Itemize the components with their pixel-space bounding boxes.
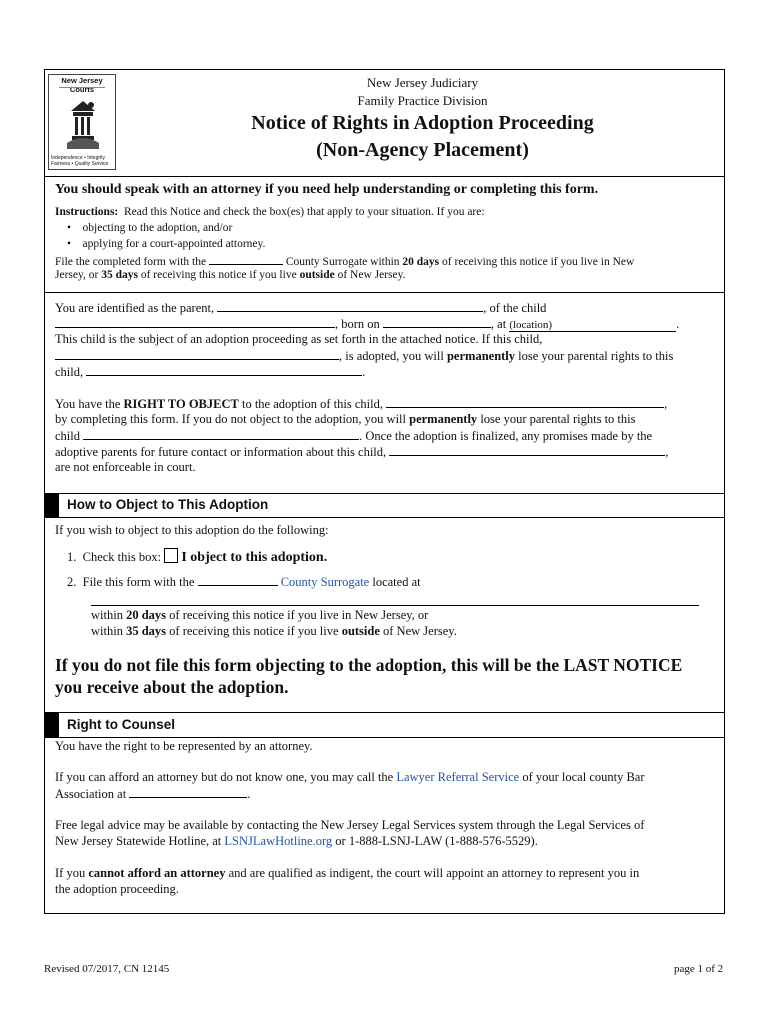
birth-date-field[interactable]: [383, 316, 491, 328]
child-name-field-3[interactable]: [86, 364, 362, 376]
surrogate-address-field[interactable]: [91, 589, 699, 606]
lsnj-hotline-link[interactable]: LSNJLawHotline.org: [224, 834, 333, 848]
object-checkbox[interactable]: [164, 548, 178, 563]
subject-text: This child is the subject of an adoption proceeding as set forth in the attached notice. If this child,: [55, 332, 543, 346]
org-name: New Jersey Judiciary: [366, 75, 479, 90]
county-surrogate-link[interactable]: County Surrogate: [280, 575, 370, 589]
bullet-item: • applying for a court-appointed attorney.: [67, 238, 266, 250]
last-notice-warning: If you do not file this form objecting to the adoption, this will be the LAST NOTICE: [55, 655, 683, 675]
child-name-field[interactable]: [55, 316, 335, 328]
logo-name: New Jersey Courts: [61, 76, 103, 94]
county-field[interactable]: [198, 574, 278, 586]
instructions-section: [45, 176, 724, 293]
step-2: 2. File this form with the County Surrogate located at: [67, 575, 421, 589]
division-name: Family Practice Division: [357, 93, 488, 108]
attorney-warning: You should speak with an attorney if you need help understanding or completing this form.: [55, 182, 599, 197]
lawyer-referral-link[interactable]: Lawyer Referral Service: [396, 770, 520, 784]
bar-association-phone-field[interactable]: [129, 786, 247, 798]
logo-motto: Independence • Integrity Fairness • Quality Service: [51, 155, 109, 167]
right-to-counsel-heading-bar: [45, 712, 724, 738]
county-blank[interactable]: [209, 253, 283, 265]
form-header: [45, 70, 724, 177]
counsel-p3: Free legal advice may be available by contacting the New Jersey Legal Services system through the Legal Services of: [55, 818, 645, 832]
step-1: 1. Check this box: I object to this adoption.: [67, 550, 328, 565]
child-name-field-5[interactable]: [83, 428, 359, 440]
birth-location-field[interactable]: [552, 317, 676, 328]
identification-section: You are identified as the parent, , of the child , born on , at (location) . This child is the subject of an adoption proceeding as set forth in the attached notice. If this child, , is adopted, you will permanently lose your parental rights to this child, . You have the RIGHT TO OBJECT to the adoption of this child, , by completing this form. If you do not object to the adoption, you will permanently lose your parental rights to this child . Once the adoption is finalized, any promises made by the adoptive parents for future contact or information about this child, , are not enforceable in court.: [45, 292, 724, 494]
bullet-item: • objecting to the adoption, and/or: [67, 222, 233, 234]
right-to-counsel-heading: Right to Counsel: [67, 717, 175, 732]
not-enforceable-text: are not enforceable in court.: [55, 460, 196, 474]
parent-name-field[interactable]: [217, 300, 483, 312]
courthouse-figure-icon: [65, 93, 101, 151]
child-name-field-6[interactable]: [389, 444, 665, 456]
instructions-line: Instructions: Read this Notice and check the box(es) that apply to your situation. If you are:: [55, 206, 485, 218]
file-instructions-line2: Jersey, or 35 days of receiving this notice if you live outside of New Jersey.: [55, 269, 406, 281]
form-title: Notice of Rights in Adoption Proceeding: [251, 112, 594, 134]
how-to-object-heading-bar: [45, 493, 724, 518]
form-subtitle: (Non-Agency Placement): [316, 139, 529, 161]
revised-footer: Revised 07/2017, CN 12145: [44, 963, 170, 975]
file-instructions-line1: File the completed form with the County Surrogate within 20 days of receiving this notice if you live in New: [55, 253, 634, 268]
how-to-object-heading: How to Object to This Adoption: [67, 497, 269, 512]
child-name-field-2[interactable]: [55, 348, 339, 360]
child-name-field-4[interactable]: [386, 396, 664, 408]
form-frame: New Jersey Courts Independence • Integrity Fairness • Quality Service New Jersey Judiciary Family Practice Division Notice of Rights in Adoption Proceeding (Non-Agency Placement) You should speak with an attorney if you need help understanding or completing this form. Instructions: Read this Notice and check the box(es) that apply to your situation. If you are: • objecting to the adoption, and/or • applying for a court-appointed attorney. File the completed form with the County Surrogate within 20 days of receiving this notice if you live in New Jersey, or 35 days of receiving this notice if you live outside of New Jersey. You are identified as the parent, , of the child , born on , at (location) . This child is the subject of an adoption proceeding as set forth in the attached notice. If this child, , is adopted, you will permanently lose your parental rights to this child, . You have the RIGHT TO OBJECT to the adoption of this child, , by completing this form. If you do not object to the adoption, you will permanently lose your parental rights to this child . Once the adoption is finalized, any promises made by the adoptive parents for future contact or information about this child, , are not enforceable in court. How to Object to This Adoption If you wish to object to this adoption do the following: 1. Check this box: I object to this adoption. 2. File this form with the County Surrogate located at within 20 days of receiving this notice if you live in New Jersey, or within 35 days of receiving this notice if you live outside of New Jersey. If you do not file this form objecting to the adoption, this will be the LAST NOTICE you receive about the adoption. Right to Counsel You have the right to be represented by an attorney. If you can afford an attorney but do not know one, you may call the Lawyer Referral Service of your local county Bar Association at . Free legal advice may be available by contacting the New Jersey Legal Services system through the Legal Services of New Jersey Statewide Hotline, at LSNJLawHotline.org or 1-888-LSNJ-LAW (1-888-576-5529). If you cannot afford an attorney and are qualified as indigent, the court will appoint an attorney to represent you in the adoption proceeding.: [44, 69, 725, 914]
nj-courts-logo: [48, 74, 116, 170]
how-to-object-intro: If you wish to object to this adoption do the following:: [55, 523, 329, 537]
page-number: page 1 of 2: [674, 963, 724, 975]
counsel-p1: You have the right to be represented by an attorney.: [55, 739, 313, 753]
counsel-p4-end: the adoption proceeding.: [55, 882, 179, 896]
last-notice-warning-2: you receive about the adoption.: [55, 677, 289, 697]
